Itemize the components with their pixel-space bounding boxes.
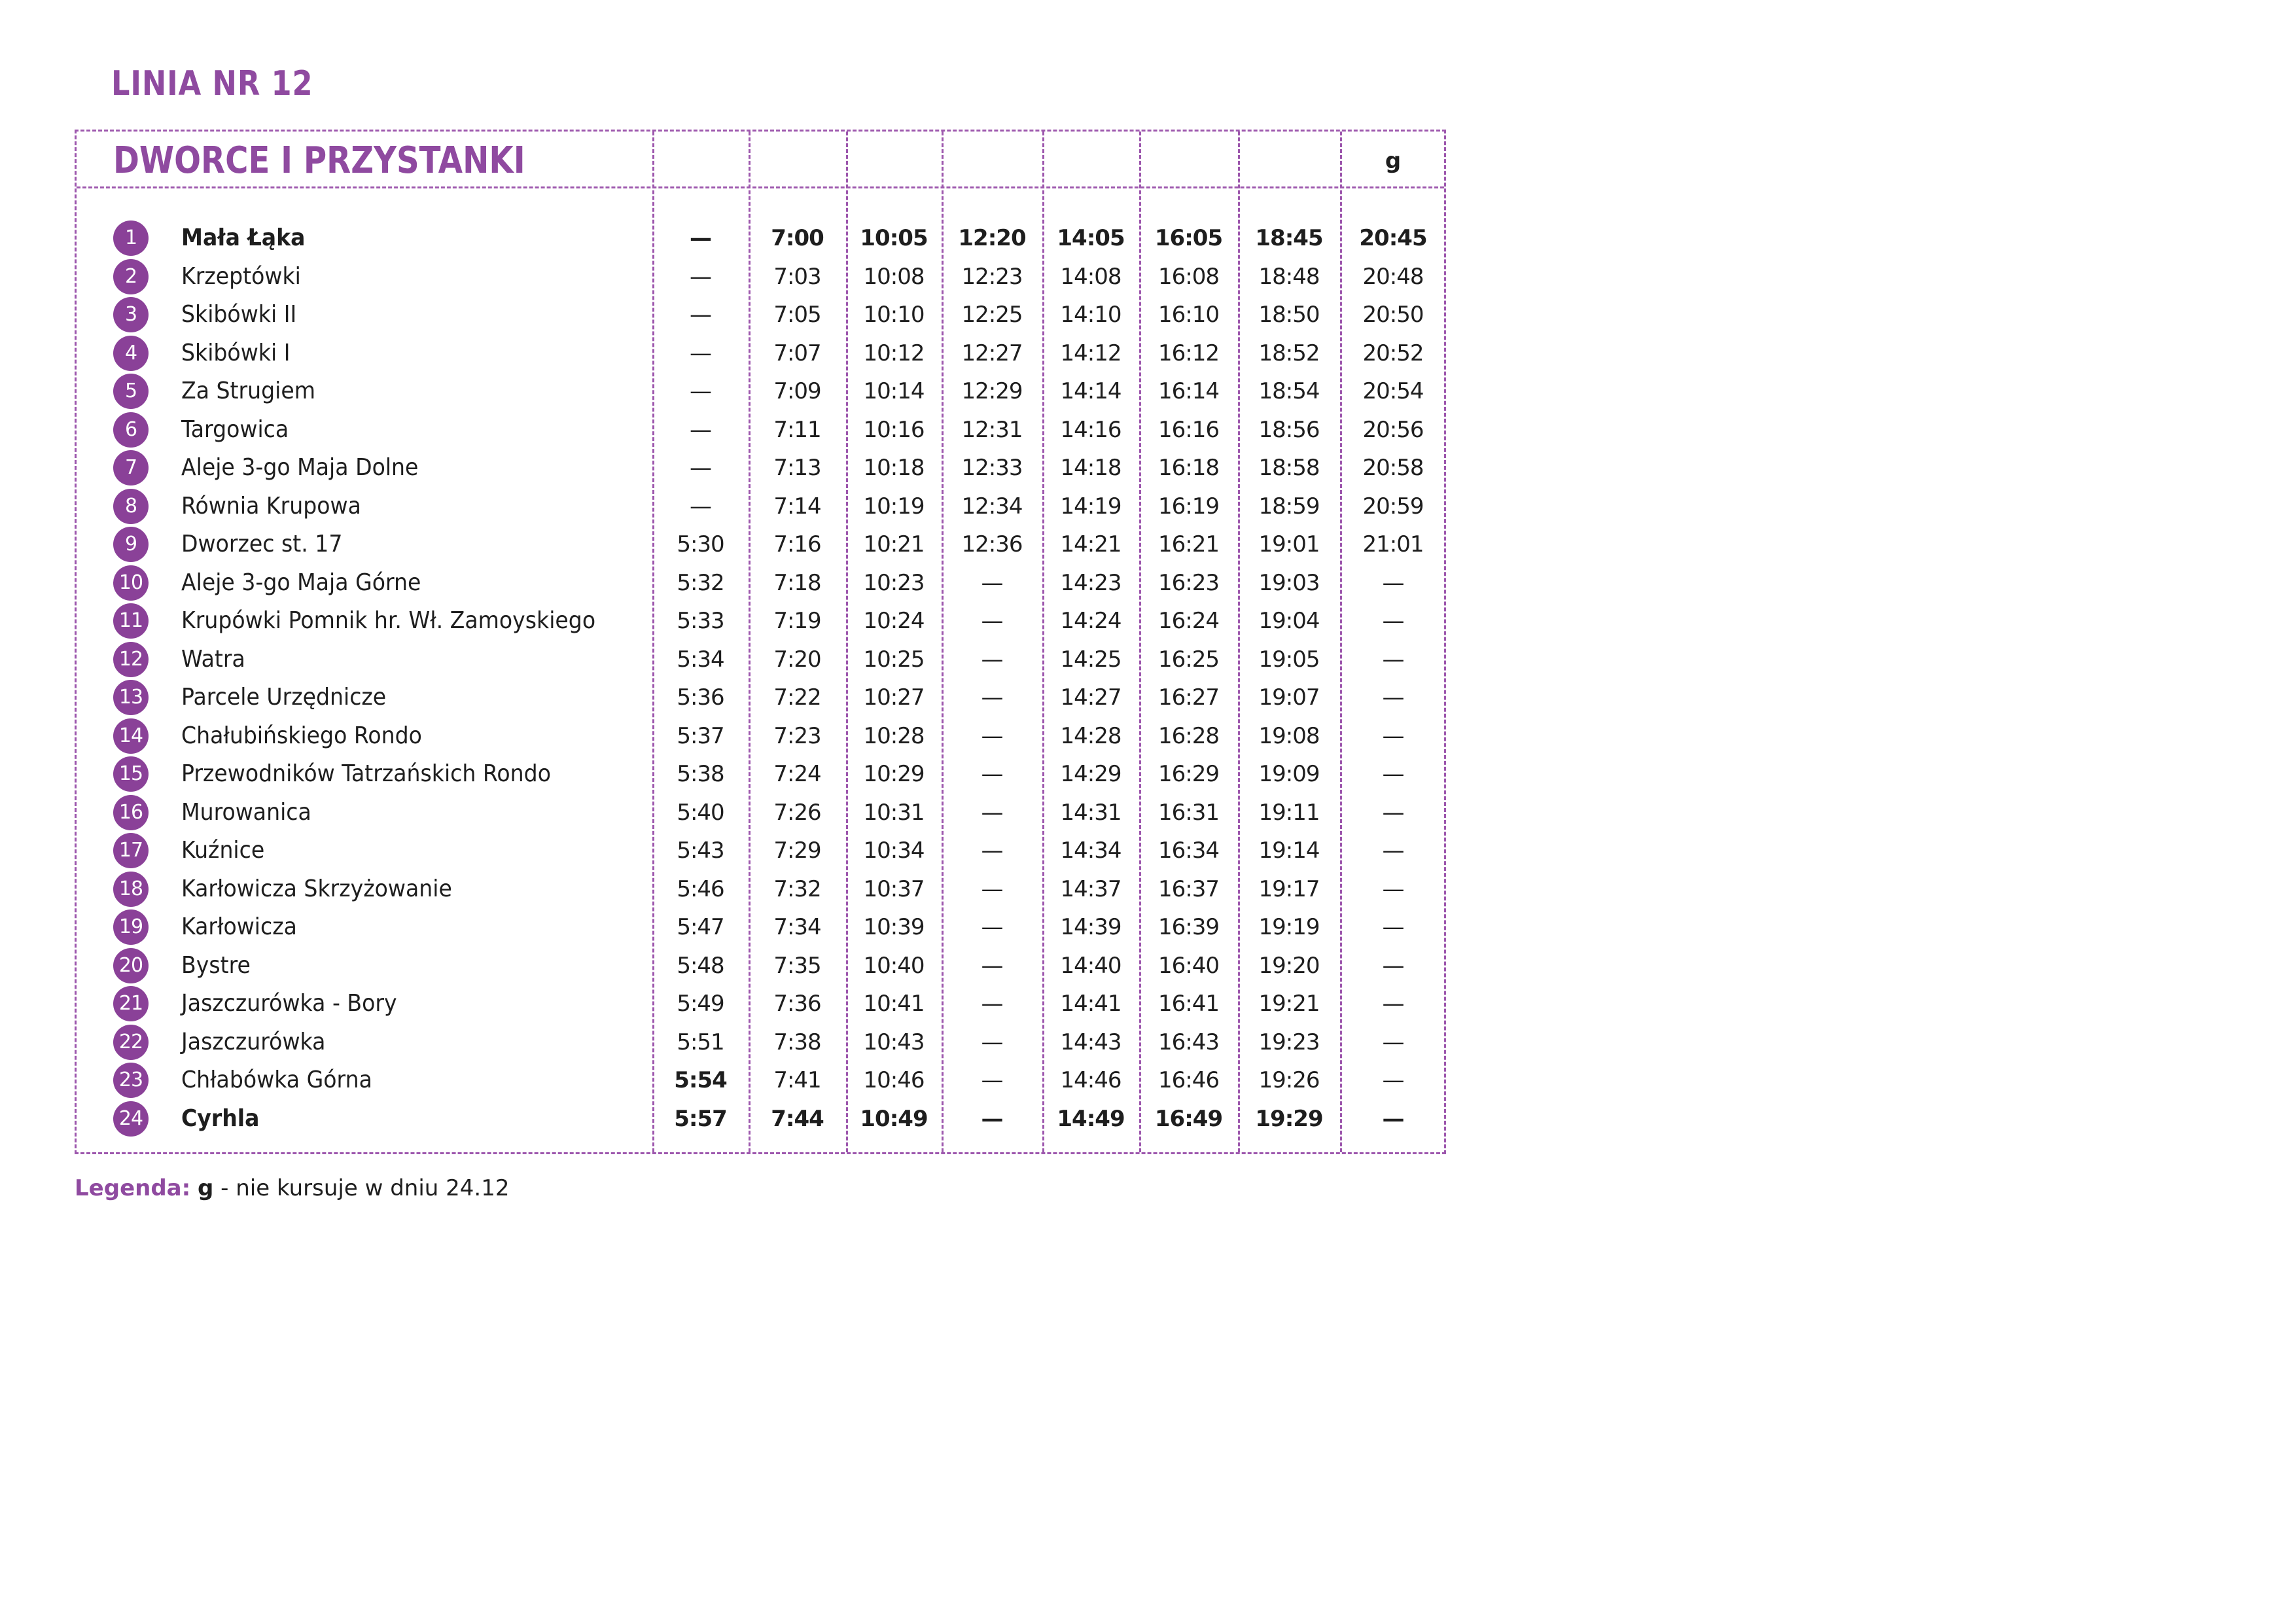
departure-time: — bbox=[981, 1105, 1003, 1132]
departure-time: 19:29 bbox=[1255, 1105, 1323, 1132]
stop-number-badge: 3 bbox=[113, 297, 149, 332]
departure-time: 16:10 bbox=[1158, 302, 1219, 328]
stop-name: Jaszczurówka bbox=[181, 1028, 326, 1055]
page-title: LINIA NR 12 bbox=[111, 64, 313, 103]
departure-time: 20:59 bbox=[1362, 493, 1424, 520]
departure-time: 7:35 bbox=[773, 952, 821, 979]
departure-time: 16:49 bbox=[1154, 1105, 1223, 1132]
departure-time: 14:16 bbox=[1060, 416, 1122, 443]
departure-time: 16:12 bbox=[1158, 340, 1219, 366]
departure-time: — bbox=[981, 799, 1003, 826]
stop-number-badge: 1 bbox=[113, 221, 149, 256]
stop-name: Dworzec st. 17 bbox=[181, 531, 343, 557]
departure-time: 14:18 bbox=[1060, 455, 1122, 481]
departure-time: 10:27 bbox=[863, 684, 925, 711]
departure-time: 10:05 bbox=[860, 225, 928, 251]
column-divider bbox=[749, 132, 751, 1152]
departure-time: 19:23 bbox=[1258, 1029, 1320, 1055]
departure-time: 18:59 bbox=[1258, 493, 1320, 520]
stop-name: Krupówki Pomnik hr. Wł. Zamoyskiego bbox=[181, 607, 596, 634]
departure-time: 14:39 bbox=[1060, 914, 1122, 940]
departure-time: 12:36 bbox=[961, 531, 1023, 557]
stop-name: Krzeptówki bbox=[181, 262, 301, 290]
departure-time: 7:41 bbox=[773, 1067, 821, 1093]
departure-time: 16:39 bbox=[1158, 914, 1219, 940]
departure-time: 7:18 bbox=[773, 569, 821, 596]
departure-time: 16:19 bbox=[1158, 493, 1219, 520]
departure-time: 10:39 bbox=[863, 914, 925, 940]
departure-time: — bbox=[690, 493, 711, 520]
departure-time: 14:46 bbox=[1060, 1067, 1122, 1093]
departure-time: 12:34 bbox=[961, 493, 1023, 520]
stop-name: Murowanica bbox=[181, 798, 311, 826]
departure-time: 7:24 bbox=[773, 761, 821, 787]
departure-time: — bbox=[1382, 1029, 1404, 1055]
departure-time: 14:49 bbox=[1057, 1105, 1125, 1132]
departure-time: 5:36 bbox=[677, 684, 724, 711]
departure-time: — bbox=[981, 1067, 1003, 1093]
departure-time: 20:48 bbox=[1362, 263, 1424, 290]
departure-time: 16:27 bbox=[1158, 684, 1219, 711]
departure-time: 20:58 bbox=[1362, 455, 1424, 481]
column-divider bbox=[1340, 132, 1342, 1152]
stop-name: Cyrhla bbox=[181, 1104, 260, 1132]
stop-name: Mała Łąka bbox=[181, 224, 306, 251]
stop-number-badge: 15 bbox=[113, 756, 149, 792]
departure-time: 18:50 bbox=[1258, 302, 1320, 328]
departure-time: 20:56 bbox=[1362, 416, 1424, 443]
departure-time: 7:20 bbox=[773, 646, 821, 673]
departure-time: 10:10 bbox=[863, 302, 925, 328]
departure-time: 14:28 bbox=[1060, 722, 1122, 749]
departure-time: 10:19 bbox=[863, 493, 925, 520]
departure-time: 14:23 bbox=[1060, 569, 1122, 596]
departure-time: — bbox=[981, 569, 1003, 596]
departure-time: 7:44 bbox=[771, 1105, 824, 1132]
departure-time: 10:12 bbox=[863, 340, 925, 366]
departure-time: 7:32 bbox=[773, 875, 821, 902]
departure-time: 14:27 bbox=[1060, 684, 1122, 711]
stop-name: Jaszczurówka - Bory bbox=[181, 990, 397, 1017]
stop-name: Chłabówka Górna bbox=[181, 1067, 372, 1093]
stop-number-badge: 18 bbox=[113, 872, 149, 907]
departure-time: — bbox=[690, 302, 711, 328]
column-divider bbox=[1042, 132, 1044, 1152]
departure-time: 12:20 bbox=[958, 225, 1026, 251]
departure-time: 7:00 bbox=[771, 225, 824, 251]
stop-number-badge: 11 bbox=[113, 603, 149, 639]
departure-time: 10:49 bbox=[860, 1105, 928, 1132]
departure-time: 16:46 bbox=[1158, 1067, 1219, 1093]
departure-time: — bbox=[1382, 1067, 1404, 1093]
stop-name: Watra bbox=[181, 645, 245, 673]
departure-time: 7:29 bbox=[773, 838, 821, 864]
departure-time: — bbox=[1382, 875, 1404, 902]
departure-time: 7:09 bbox=[773, 378, 821, 404]
departure-time: 16:41 bbox=[1158, 991, 1219, 1017]
departure-time: 5:33 bbox=[677, 608, 724, 634]
departure-time: — bbox=[981, 838, 1003, 864]
departure-time: 16:34 bbox=[1158, 838, 1219, 864]
departure-time: 16:29 bbox=[1158, 761, 1219, 787]
departure-time: — bbox=[981, 991, 1003, 1017]
departure-time: 16:18 bbox=[1158, 455, 1219, 481]
departure-time: 19:14 bbox=[1258, 838, 1320, 864]
departure-time: 12:33 bbox=[961, 455, 1023, 481]
departure-time: 5:48 bbox=[677, 952, 724, 979]
departure-time: 10:14 bbox=[863, 378, 925, 404]
stop-name: Karłowicza Skrzyżowanie bbox=[181, 875, 452, 902]
departure-time: 16:08 bbox=[1158, 263, 1219, 290]
departure-time: 20:54 bbox=[1362, 378, 1424, 404]
departure-time: 10:31 bbox=[863, 799, 925, 826]
stop-number-badge: 20 bbox=[113, 948, 149, 983]
column-divider bbox=[942, 132, 944, 1152]
departure-time: 21:01 bbox=[1362, 531, 1424, 557]
stop-name: Targowica bbox=[181, 415, 289, 443]
departure-time: — bbox=[981, 722, 1003, 749]
departure-time: — bbox=[981, 914, 1003, 940]
departure-time: 14:14 bbox=[1060, 378, 1122, 404]
stop-number-badge: 12 bbox=[113, 642, 149, 677]
stop-number-badge: 4 bbox=[113, 336, 149, 371]
departure-time: 12:25 bbox=[961, 302, 1023, 328]
departure-time: 14:41 bbox=[1060, 991, 1122, 1017]
column-mark-g: g bbox=[1385, 148, 1402, 174]
departure-time: 5:57 bbox=[674, 1105, 727, 1132]
departure-time: 19:19 bbox=[1258, 914, 1320, 940]
departure-time: 7:13 bbox=[773, 455, 821, 481]
departure-time: 19:05 bbox=[1258, 646, 1320, 673]
departure-time: 12:23 bbox=[961, 263, 1023, 290]
stop-number-badge: 16 bbox=[113, 795, 149, 830]
departure-time: 5:49 bbox=[677, 991, 724, 1017]
column-divider bbox=[1238, 132, 1240, 1152]
stop-number-badge: 14 bbox=[113, 718, 149, 754]
departure-time: 10:16 bbox=[863, 416, 925, 443]
departure-time: — bbox=[981, 1029, 1003, 1055]
stop-number-badge: 10 bbox=[113, 565, 149, 601]
departure-time: 10:34 bbox=[863, 838, 925, 864]
departure-time: 16:43 bbox=[1158, 1029, 1219, 1055]
departure-time: 12:27 bbox=[961, 340, 1023, 366]
departure-time: 20:45 bbox=[1359, 225, 1427, 251]
table-header-title: DWORCE I PRZYSTANKI bbox=[113, 139, 525, 182]
departure-time: 10:25 bbox=[863, 646, 925, 673]
departure-time: — bbox=[1382, 991, 1404, 1017]
stop-name: Przewodników Tatrzańskich Rondo bbox=[181, 760, 551, 787]
departure-time: 10:29 bbox=[863, 761, 925, 787]
departure-time: 7:36 bbox=[773, 991, 821, 1017]
departure-time: 16:37 bbox=[1158, 875, 1219, 902]
departure-time: 19:17 bbox=[1258, 875, 1320, 902]
departure-time: 7:19 bbox=[773, 608, 821, 634]
stop-name: Karłowicza bbox=[181, 913, 297, 940]
column-divider bbox=[1139, 132, 1141, 1152]
timetable bbox=[75, 130, 1446, 1154]
departure-time: 10:24 bbox=[863, 608, 925, 634]
departure-time: 14:25 bbox=[1060, 646, 1122, 673]
departure-time: 19:21 bbox=[1258, 991, 1320, 1017]
departure-time: — bbox=[1382, 608, 1404, 634]
departure-time: — bbox=[1382, 722, 1404, 749]
departure-time: — bbox=[1382, 1105, 1404, 1132]
departure-time: 14:34 bbox=[1060, 838, 1122, 864]
stop-name: Aleje 3-go Maja Dolne bbox=[181, 454, 419, 481]
departure-time: 14:40 bbox=[1060, 952, 1122, 979]
departure-time: 18:52 bbox=[1258, 340, 1320, 366]
departure-time: 5:30 bbox=[677, 531, 724, 557]
stop-number-badge: 5 bbox=[113, 374, 149, 409]
departure-time: 14:29 bbox=[1060, 761, 1122, 787]
departure-time: 7:16 bbox=[773, 531, 821, 557]
departure-time: 18:45 bbox=[1255, 225, 1323, 251]
departure-time: 14:12 bbox=[1060, 340, 1122, 366]
departure-time: 10:46 bbox=[863, 1067, 925, 1093]
departure-time: 16:14 bbox=[1158, 378, 1219, 404]
stop-name: Równia Krupowa bbox=[181, 492, 361, 520]
departure-time: 7:07 bbox=[773, 340, 821, 366]
departure-time: 10:23 bbox=[863, 569, 925, 596]
departure-time: 19:01 bbox=[1258, 531, 1320, 557]
departure-time: 14:31 bbox=[1060, 799, 1122, 826]
departure-time: 16:23 bbox=[1158, 569, 1219, 596]
stop-number-badge: 19 bbox=[113, 909, 149, 945]
stop-number-badge: 22 bbox=[113, 1025, 149, 1060]
stop-number-badge: 24 bbox=[113, 1101, 149, 1137]
departure-time: 10:21 bbox=[863, 531, 925, 557]
departure-time: 7:22 bbox=[773, 684, 821, 711]
departure-time: 14:43 bbox=[1060, 1029, 1122, 1055]
departure-time: — bbox=[1382, 761, 1404, 787]
stop-name: Skibówki I bbox=[181, 339, 291, 366]
departure-time: — bbox=[981, 684, 1003, 711]
departure-time: 5:43 bbox=[677, 838, 724, 864]
departure-time: 16:31 bbox=[1158, 799, 1219, 826]
departure-time: 14:21 bbox=[1060, 531, 1122, 557]
stop-number-badge: 23 bbox=[113, 1063, 149, 1098]
departure-time: 18:54 bbox=[1258, 378, 1320, 404]
column-divider bbox=[846, 132, 848, 1152]
departure-time: 10:43 bbox=[863, 1029, 925, 1055]
stop-number-badge: 8 bbox=[113, 489, 149, 524]
departure-time: 10:28 bbox=[863, 722, 925, 749]
departure-time: — bbox=[1382, 799, 1404, 826]
departure-time: 19:09 bbox=[1258, 761, 1320, 787]
departure-time: — bbox=[690, 416, 711, 443]
departure-time: — bbox=[690, 263, 711, 290]
departure-time: — bbox=[690, 455, 711, 481]
departure-time: 7:23 bbox=[773, 722, 821, 749]
departure-time: 7:05 bbox=[773, 302, 821, 328]
departure-time: 5:34 bbox=[677, 646, 724, 673]
stop-number-badge: 7 bbox=[113, 450, 149, 485]
departure-time: — bbox=[981, 875, 1003, 902]
departure-time: 14:37 bbox=[1060, 875, 1122, 902]
departure-time: 7:03 bbox=[773, 263, 821, 290]
departure-time: 5:38 bbox=[677, 761, 724, 787]
departure-time: — bbox=[690, 378, 711, 404]
departure-time: — bbox=[981, 608, 1003, 634]
departure-time: 20:50 bbox=[1362, 302, 1424, 328]
departure-time: 14:08 bbox=[1060, 263, 1122, 290]
departure-time: 19:04 bbox=[1258, 608, 1320, 634]
departure-time: — bbox=[981, 646, 1003, 673]
departure-time: 19:11 bbox=[1258, 799, 1320, 826]
departure-time: 19:07 bbox=[1258, 684, 1320, 711]
stop-name: Za Strugiem bbox=[181, 378, 316, 404]
legend-key: g bbox=[198, 1175, 214, 1201]
departure-time: 7:11 bbox=[773, 416, 821, 443]
departure-time: 19:08 bbox=[1258, 722, 1320, 749]
departure-time: 18:56 bbox=[1258, 416, 1320, 443]
departure-time: 16:05 bbox=[1154, 225, 1223, 251]
departure-time: 10:41 bbox=[863, 991, 925, 1017]
departure-time: 19:03 bbox=[1258, 569, 1320, 596]
departure-time: 18:48 bbox=[1258, 263, 1320, 290]
departure-time: 5:46 bbox=[677, 875, 724, 902]
departure-time: 19:26 bbox=[1258, 1067, 1320, 1093]
departure-time: 20:52 bbox=[1362, 340, 1424, 366]
stop-name: Aleje 3-go Maja Górne bbox=[181, 569, 421, 596]
departure-time: 7:34 bbox=[773, 914, 821, 940]
stop-number-badge: 21 bbox=[113, 986, 149, 1021]
departure-time: 10:37 bbox=[863, 875, 925, 902]
departure-time: 10:40 bbox=[863, 952, 925, 979]
departure-time: 5:51 bbox=[677, 1029, 724, 1055]
departure-time: 19:20 bbox=[1258, 952, 1320, 979]
departure-time: 5:32 bbox=[677, 569, 724, 596]
legend bbox=[75, 1175, 509, 1201]
stop-number-badge: 9 bbox=[113, 527, 149, 562]
departure-time: 12:29 bbox=[961, 378, 1023, 404]
departure-time: 14:05 bbox=[1057, 225, 1125, 251]
departure-time: — bbox=[1382, 569, 1404, 596]
stop-number-badge: 17 bbox=[113, 833, 149, 868]
departure-time: — bbox=[981, 761, 1003, 787]
stop-name: Bystre bbox=[181, 951, 251, 979]
departure-time: — bbox=[690, 340, 711, 366]
departure-time: — bbox=[1382, 952, 1404, 979]
departure-time: 14:24 bbox=[1060, 608, 1122, 634]
departure-time: 16:25 bbox=[1158, 646, 1219, 673]
stop-number-badge: 6 bbox=[113, 412, 149, 448]
departure-time: 7:26 bbox=[773, 799, 821, 826]
stop-name: Parcele Urzędnicze bbox=[181, 684, 387, 711]
departure-time: 10:18 bbox=[863, 455, 925, 481]
departure-time: 18:58 bbox=[1258, 455, 1320, 481]
stop-number-badge: 13 bbox=[113, 680, 149, 715]
departure-time: 16:28 bbox=[1158, 722, 1219, 749]
departure-time: 14:19 bbox=[1060, 493, 1122, 520]
departure-time: 10:08 bbox=[863, 263, 925, 290]
departure-time: — bbox=[981, 952, 1003, 979]
departure-time: 14:10 bbox=[1060, 302, 1122, 328]
departure-time: 16:40 bbox=[1158, 952, 1219, 979]
legend-text: - nie kursuje w dniu 24.12 bbox=[213, 1175, 510, 1201]
departure-time: — bbox=[690, 225, 711, 251]
departure-time: 5:47 bbox=[677, 914, 724, 940]
departure-time: 7:38 bbox=[773, 1029, 821, 1055]
departure-time: 5:54 bbox=[674, 1067, 727, 1093]
legend-label: Legenda: bbox=[75, 1175, 191, 1201]
stop-name: Kuźnice bbox=[181, 837, 265, 864]
stop-name: Chałubińskiego Rondo bbox=[181, 722, 422, 749]
departure-time: 7:14 bbox=[773, 493, 821, 520]
departure-time: — bbox=[1382, 838, 1404, 864]
stop-number-badge: 2 bbox=[113, 259, 149, 294]
departure-time: — bbox=[1382, 646, 1404, 673]
departure-time: 12:31 bbox=[961, 416, 1023, 443]
departure-time: 16:24 bbox=[1158, 608, 1219, 634]
departure-time: 16:21 bbox=[1158, 531, 1219, 557]
departure-time: — bbox=[1382, 684, 1404, 711]
departure-time: 16:16 bbox=[1158, 416, 1219, 443]
stop-name: Skibówki II bbox=[181, 301, 297, 328]
column-divider bbox=[652, 132, 654, 1152]
departure-time: 5:40 bbox=[677, 799, 724, 826]
departure-time: — bbox=[1382, 914, 1404, 940]
departure-time: 5:37 bbox=[677, 722, 724, 749]
